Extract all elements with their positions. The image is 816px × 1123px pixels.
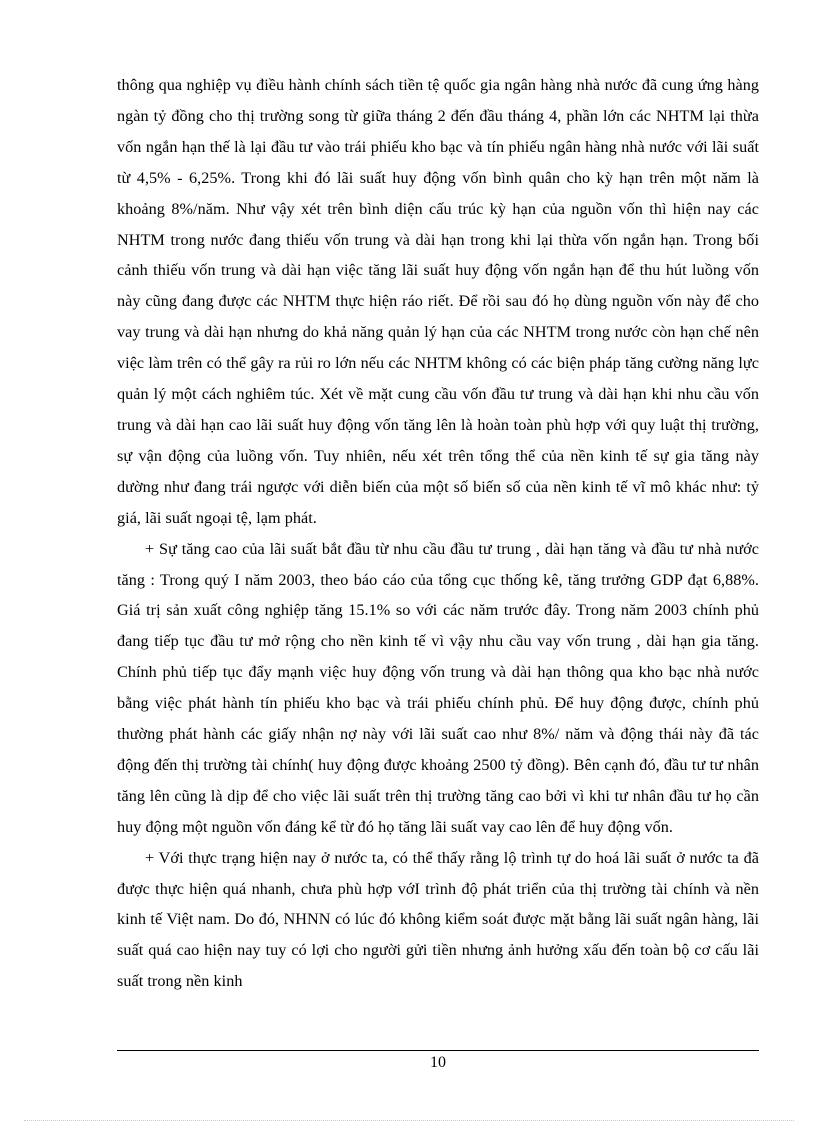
page-number: 10 [430, 1054, 446, 1071]
body-text [117, 70, 759, 997]
paragraph-continuation: thông qua nghiệp vụ điều hành chính sách tiền tệ quốc gia ngân hàng nhà nước đã cung ứng hàng ngàn tỷ đồng cho thị trường song từ giữa tháng 2 đến đầu tháng 4, phần lớn các NHTM lại thừa vốn ngắn hạn thế là lại đầu tư vào trái phiếu kho bạc và tín phiếu ngân hàng nhà nước với lãi suất từ 4,5% - 6,25%. Trong khi đó lãi suất huy động vốn bình quân cho kỳ hạn trên một năm là khoảng 8%/năm. Như vậy xét trên bình diện cấu trúc kỳ hạn của nguồn vốn thì hiện nay các NHTM trong nước đang thiếu vốn trung và dài hạn trong khi lại thừa vốn ngắn hạn. Trong bối cảnh thiếu vốn trung và dài hạn việc tăng lãi suất huy động vốn ngắn hạn để thu hút luồng vốn này cũng đang được các NHTM thực hiện ráo riết. Để rồi sau đó họ dùng nguồn vốn này để cho vay trung và dài hạn nhưng do khả năng quản lý hạn của các NHTM trong nước còn hạn chế nên việc làm trên có thể gây ra rủi ro lớn nếu các NHTM không có các biện pháp tăng cường năng lực quản lý một cách nghiêm túc. Xét về mặt cung cầu vốn đầu tư trung và dài hạn khi nhu cầu vốn trung và dài hạn cao lãi suất huy động vốn tăng lên là hoàn toàn phù hợp với quy luật thị trường, sự vận động của luồng vốn. Tuy nhiên, nếu xét trên tổng thể của nền kinh tế sự gia tăng này dường như đang trái ngược với diễn biến của một số biến số của nền kinh tế vĩ mô khác như: tỷ giá, lãi suất ngoại tệ, lạm phát. [117, 76, 759, 527]
paragraph-liberalization: + Với thực trạng hiện nay ở nước ta, có thể thấy rằng lộ trình tự do hoá lãi suất ở nước ta đã được thực hiện quá nhanh, chưa phù hợp vớI trình độ phát triển của thị trường tài chính và nền kinh tế Việt nam. Do đó, NHNN có lúc đó không kiểm soát được mặt bằng lãi suất ngân hàng, lãi suất quá cao hiện nay tuy có lợi cho người gửi tiền nhưng ảnh hưởng xấu đến toàn bộ cơ cấu lãi suất trong nền kinh [117, 848, 759, 991]
footer-divider [117, 1050, 759, 1051]
paragraph-interest-rate-rise: + Sự tăng cao của lãi suất bắt đầu từ nhu cầu đầu tư trung , dài hạn tăng và đầu tư nhà nước tăng : Trong quý I năm 2003, theo báo cáo của tổng cục thống kê, tăng trưởng GDP đạt 6,88%. Giá trị sản xuất công nghiệp tăng 15.1% so với các năm trước đây. Trong năm 2003 chính phủ đang tiếp tục đầu tư mở rộng cho nền kinh tế vì vậy nhu cầu vay vốn trung , dài hạn gia tăng. Chính phủ tiếp tục đẩy mạnh việc huy động vốn trung và dài hạn thông qua kho bạc nhà nước bằng việc phát hành tín phiếu kho bạc và trái phiếu chính phủ. Để huy động được, chính phủ thường phát hành các giấy nhận nợ này với lãi suất cao như 8%/ năm và động thái này đã tác động đến thị trường tài chính( huy động được khoảng 2500 tỷ đồng). Bên cạnh đó, đầu tư tư nhân tăng lên cũng là dịp để cho việc lãi suất trên thị trường tăng cao bởi vì khi tư nhân đầu tư họ cần huy động một nguồn vốn đáng kể từ đó họ tăng lãi suất vay cao lên để huy động vốn. [117, 539, 759, 836]
page-edge-dotted-line [24, 1120, 794, 1121]
